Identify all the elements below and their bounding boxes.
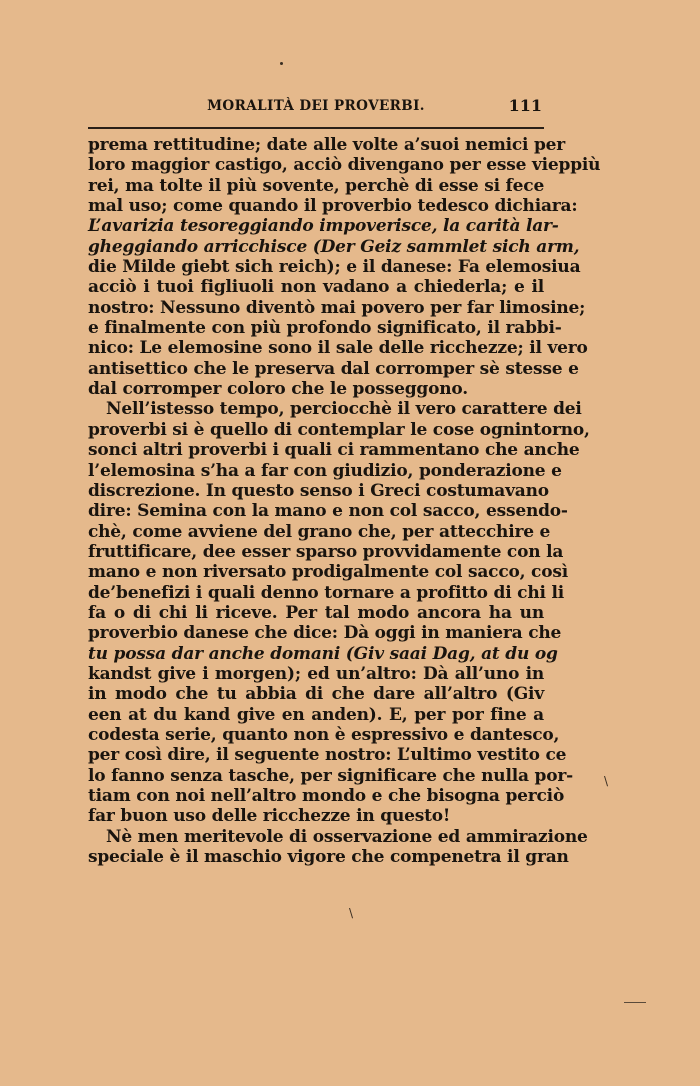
text-line: codesta serie, quanto non è espressivo e dantesco, (88, 724, 560, 745)
text-line: in modo che tu abbia di che dare all’altro (Giv (88, 684, 544, 705)
text-line: nico: Le elemosine sono il sale delle ricchezze; il vero (88, 338, 588, 359)
text-line: l’elemosina s’ha a far con giudizio, ponderazione e (88, 460, 562, 481)
body-text (88, 135, 601, 868)
page-header (88, 96, 544, 120)
text-line: antisettico che le preserva dal corromper sè stesse e (88, 358, 579, 379)
text-line: fa o di chi li riceve. Per tal modo ancora ha un (88, 602, 544, 623)
quote: gheggiando arricchisce (Der Geiz sammlet sich arm, (88, 236, 580, 257)
text-line: speciale è il maschio vigore che compenetra il gran (88, 847, 569, 868)
stray-dash (624, 1002, 646, 1003)
text-line: far buon uso delle ricchezze in questo! (88, 806, 451, 827)
text-line: proverbio danese che dice: Dà oggi in maniera che (88, 623, 562, 644)
text-line: sonci altri proverbi i quali ci rammentano che anche (88, 440, 580, 461)
text-line (88, 236, 580, 257)
text-line: lo fanno senza tasche, per significare che nulla por- (88, 765, 573, 786)
text-line: die Milde giebt sich reich); e il danese: Fa elemosiua (88, 257, 581, 278)
text-line: fruttificare, dee esser sparso provvidamente con la (88, 541, 564, 562)
text-line: dire: Semina con la mano e non col sacco, essendo- (88, 501, 568, 522)
text-line (88, 643, 558, 664)
text-line: per così dire, il seguente nostro: L’ultimo vestito ce (88, 745, 567, 766)
text-line: prema rettitudine; date alle volte a’suoi nemici per (88, 135, 566, 155)
text-line: Nell’istesso tempo, perciocchè il vero carattere dei (106, 399, 582, 420)
text-line: kandst give i morgen); ed un’altro: Dà all’uno in (88, 663, 544, 684)
text-line: dal corromper coloro che le posseggono. (88, 379, 468, 400)
text-line (88, 216, 559, 237)
text-line: acciò i tuoi figliuoli non vadano a chiederla; e il (88, 277, 544, 298)
quote: tu possa dar anche domani (Giv saai Dag, at du og (88, 643, 558, 664)
text-line: mano e non riversato prodigalmente col sacco, così (88, 562, 568, 583)
text-line: tiam con noi nell’altro mondo e che bisogna perciò (88, 786, 565, 806)
text-line: nostro: Nessuno diventò mai povero per far limosine; (88, 297, 586, 318)
text-line: chè, come avviene del grano che, per attecchire e (88, 521, 551, 542)
text-line: proverbi si è quello di contemplar le cose ognintorno, (88, 419, 590, 440)
text-line: rei, ma tolte il più sovente, perchè di esse si fece (88, 175, 545, 196)
text-line: een at du kand give en anden). E, per por fine a (88, 704, 544, 725)
page-number: 111 (508, 96, 542, 115)
quote: L’avarizia tesoreggiando impoverisce, la carità lar- (88, 216, 559, 237)
text-line: Nè men meritevole di osservazione ed ammirazione (106, 826, 588, 847)
speck (280, 62, 283, 65)
text-line: e finalmente con più profondo significato, il rabbi- (88, 318, 562, 339)
stray-mark: \ (604, 774, 609, 788)
text-line: discrezione. In questo senso i Greci costumavano (88, 480, 549, 501)
text-line: de’benefizi i quali denno tornare a profitto di chi li (88, 582, 564, 603)
running-title: MORALITÀ DEI PROVERBI. (207, 98, 425, 114)
header-rule (88, 127, 544, 129)
text-line: mal uso; come quando il proverbio tedesco dichiara: (88, 196, 578, 217)
stray-mark: \ (349, 906, 354, 920)
text-line: loro maggior castigo, acciò divengano per esse vieppiù (88, 155, 601, 176)
